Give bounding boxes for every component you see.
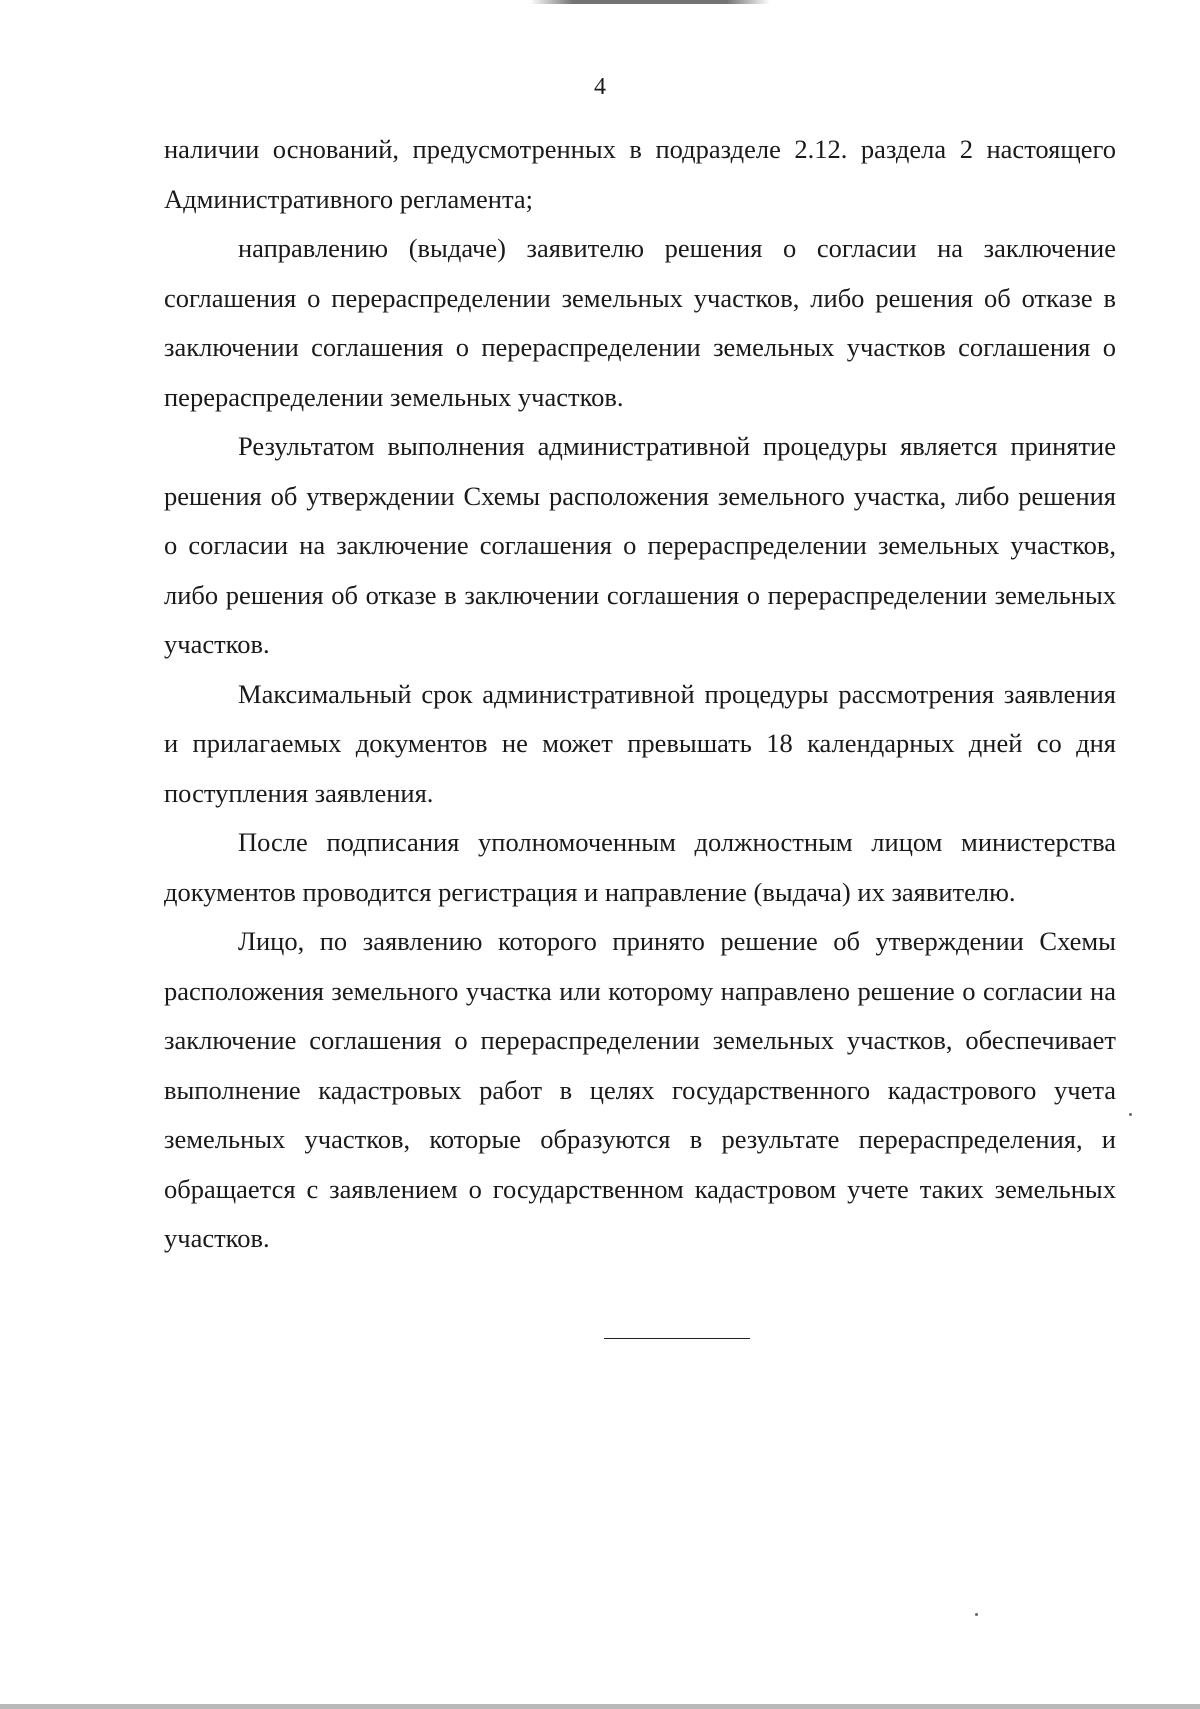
end-of-text-rule [604, 1338, 750, 1339]
page-number: 4 [594, 74, 606, 100]
scan-speck [975, 1613, 978, 1616]
paragraph-6: Лицо, по заявлению которого принято решение об утверждении Схемы расположения земельного участка или которому направлено решение о согласии на заключение соглашения о перераспределении земельных участков, обеспечивает выполнение кадастровых работ в целях государственного кадастрового учета земельных участков, которые образуются в результате перераспределения, и обращается с заявлением о государственном кадастровом учете таких земельных участков. [164, 926, 1116, 1253]
scan-edge-bottom [0, 1704, 1200, 1709]
scan-edge-top [530, 0, 770, 4]
scan-speck [1129, 1113, 1132, 1116]
paragraph-5: После подписания уполномоченным должностным лицом министерства документов проводится регистрация и направление (выдача) их заявителю. [164, 827, 1116, 907]
paragraph-2: направлению (выдаче) заявителю решения о согласии на заключение соглашения о перераспределении земельных участков, либо решения об отказе в заключении соглашения о перераспределении земельных участков соглашения о перераспределении земельных участков. [164, 233, 1116, 412]
paragraph-1: наличии оснований, предусмотренных в подразделе 2.12. раздела 2 настоящего Административного регламента; [164, 134, 1116, 214]
document-body [164, 125, 1116, 1264]
paragraph-3: Результатом выполнения административной процедуры является принятие решения об утверждении Схемы расположения земельного участка, либо решения о согласии на заключение соглашения о перераспределении земельных участков, либо решения об отказе в заключении соглашения о перераспределении земельных участков. [164, 431, 1116, 659]
paragraph-4: Максимальный срок административной процедуры рассмотрения заявления и прилагаемых документов не может превышать 18 календарных дней со дня поступления заявления. [164, 678, 1116, 808]
